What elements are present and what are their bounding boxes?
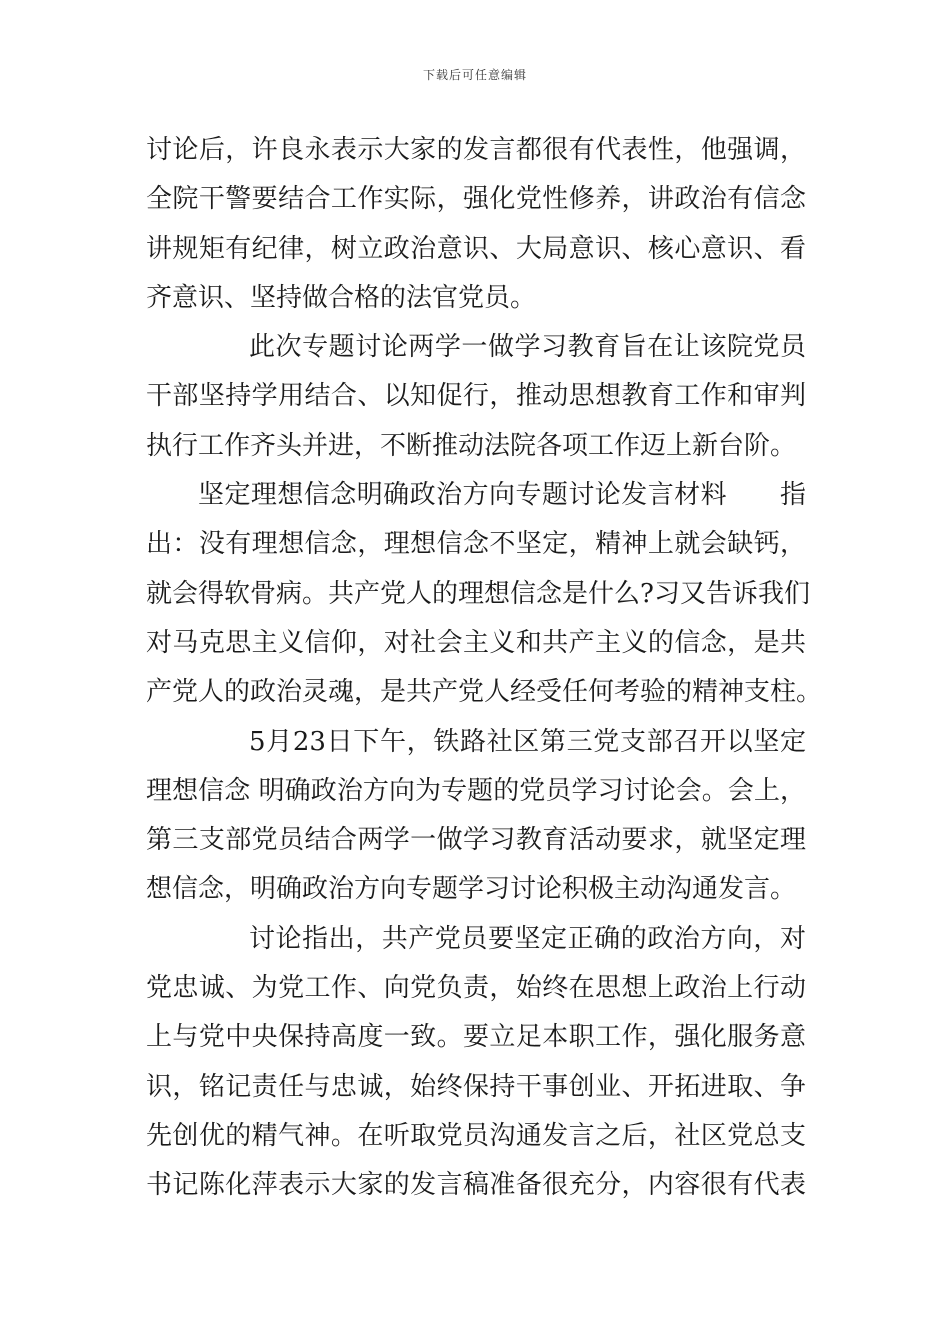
text-line: 讨论指出，共产党员要坚定正确的政治方向，对 [249,923,806,954]
text-line: 理想信念 明确政治方向为专题的党员学习讨论会。会上， [146,775,806,806]
document-body [146,126,823,1211]
text-line: 坚定理想信念明确政治方向专题讨论发言材料 指 [198,480,806,511]
text-line: 党忠诚、为党工作、向党负责，始终在思想上政治上行动 [146,973,806,1004]
text-line: 先创优的精气神。在听取党员沟通发言之后，社区党总支 [146,1120,806,1151]
text-line: 就会得软骨病。共产党人的理想信念是什么?习又告诉我们 [146,578,810,609]
text-line: 出：没有理想信念，理想信念不坚定，精神上就会缺钙， [146,529,806,560]
text-line: 干部坚持学用结合、以知促行，推动思想教育工作和审判 [146,381,806,412]
text-line: 想信念，明确政治方向专题学习讨论积极主动沟通发言。 [146,874,797,905]
text-line: 讨论后，许良永表示大家的发言都很有代表性，他强调， [146,135,806,165]
text-line: 5月23日下午，铁路社区第三党支部召开以坚定 [249,726,806,757]
text-line: 上与党中央保持高度一致。要立足本职工作，强化服务意 [146,1022,806,1053]
text-line: 此次专题讨论两学一做学习教育旨在让该院党员 [249,332,806,363]
text-line: 全院干警要结合工作实际，强化党性修养，讲政治有信念 [146,184,806,215]
text-line: 齐意识、坚持做合格的法官党员。 [146,282,537,313]
text-line: 讲规矩有纪律，树立政治意识、大局意识、核心意识、看 [146,233,806,264]
text-line: 识，铭记责任与忠诚，始终保持干事创业、开拓进取、争 [146,1071,806,1102]
text-line: 第三支部党员结合两学一做学习教育活动要求，就坚定理 [146,825,806,856]
text-line: 产党人的政治灵魂，是共产党人经受任何考验的精神支柱。 [146,677,823,708]
text-line: 执行工作齐头并进，不断推动法院各项工作迈上新台阶。 [146,430,797,461]
header-note: 下载后可任意编辑 [422,68,527,82]
text-line: 书记陈化萍表示大家的发言稿准备很充分，内容很有代表 [146,1170,806,1201]
text-line: 对马克思主义信仰，对社会主义和共产主义的信念，是共 [146,627,806,658]
